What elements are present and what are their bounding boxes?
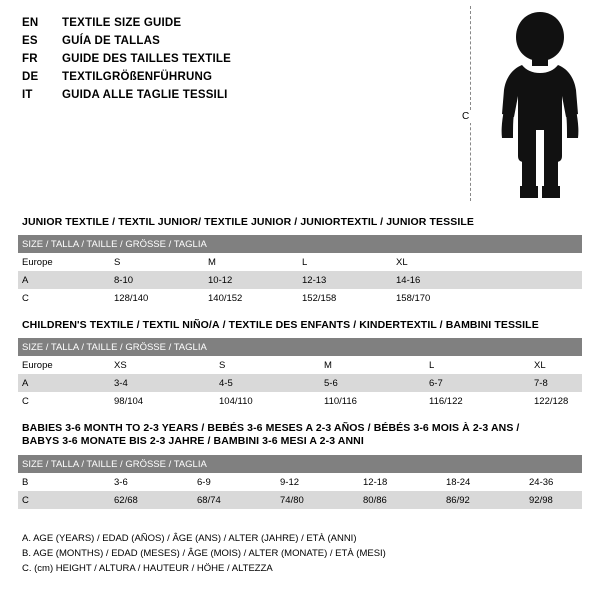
- cell: S: [215, 356, 320, 374]
- cell: 86/92: [442, 491, 525, 509]
- legend-line-a: A. AGE (YEARS) / EDAD (AÑOS) / ÂGE (ANS) / ALTER (JAHRE) / ETÀ (ANNI): [22, 533, 357, 544]
- toddler-silhouette-icon: [492, 10, 588, 202]
- cell: 4-5: [215, 374, 320, 392]
- table-header-row: [18, 455, 582, 473]
- table-row: [18, 271, 582, 289]
- table-header-label: SIZE / TALLA / TAILLE / GRÖSSE / TAGLIA: [18, 338, 582, 356]
- row-label: Europe: [18, 253, 110, 271]
- legend-line-b: B. AGE (MONTHS) / EDAD (MESES) / ÂGE (MOIS) / ALTER (MONATE) / ETÀ (MESI): [22, 548, 386, 559]
- cell: XS: [110, 356, 215, 374]
- cell: 10-12: [204, 271, 298, 289]
- language-code: EN: [22, 17, 39, 29]
- section-title-babies-line1: BABIES 3-6 MONTH TO 2-3 YEARS / BEBÉS 3-6 MESES A 2-3 AÑOS / BÉBÉS 3-6 MOIS À 2-3 ANS /: [22, 422, 520, 434]
- row-label: B: [18, 473, 110, 491]
- section-title-junior: JUNIOR TEXTILE / TEXTIL JUNIOR/ TEXTILE JUNIOR / JUNIORTEXTIL / JUNIOR TESSILE: [22, 216, 474, 228]
- language-code: DE: [22, 71, 39, 83]
- row-label: A: [18, 271, 110, 289]
- cell: 14-16: [392, 271, 582, 289]
- cell: 62/68: [110, 491, 193, 509]
- language-code: IT: [22, 89, 33, 101]
- cell: S: [110, 253, 204, 271]
- cell: 92/98: [525, 491, 582, 509]
- cell: L: [425, 356, 530, 374]
- babies-size-table: [18, 455, 582, 509]
- cell: 104/110: [215, 392, 320, 410]
- section-title-babies: [22, 422, 519, 448]
- language-title: GUIDA ALLE TAGLIE TESSILI: [62, 89, 228, 101]
- table-row: [18, 289, 582, 307]
- cell: 5-6: [320, 374, 425, 392]
- language-title: GUIDE DES TAILLES TEXTILE: [62, 53, 231, 65]
- cell: M: [320, 356, 425, 374]
- language-title: TEXTILE SIZE GUIDE: [62, 17, 182, 29]
- cell: 6-9: [193, 473, 276, 491]
- cell: 12-18: [359, 473, 442, 491]
- junior-size-table: [18, 235, 582, 307]
- language-row: [22, 68, 442, 86]
- language-code: ES: [22, 35, 38, 47]
- cell: 128/140: [110, 289, 204, 307]
- cell: 98/104: [110, 392, 215, 410]
- legend-line-c: C. (cm) HEIGHT / ALTURA / HAUTEUR / HÖHE / ALTEZZA: [22, 563, 273, 574]
- language-row: [22, 32, 442, 50]
- legend-block: [22, 531, 582, 576]
- row-label: Europe: [18, 356, 110, 374]
- language-row: [22, 14, 442, 32]
- cell: 6-7: [425, 374, 530, 392]
- language-title: TEXTILGRÖßENFÜHRUNG: [62, 71, 213, 83]
- language-title: GUÍA DE TALLAS: [62, 35, 160, 47]
- row-label: A: [18, 374, 110, 392]
- children-size-table: [18, 338, 582, 410]
- table-header-label: SIZE / TALLA / TAILLE / GRÖSSE / TAGLIA: [18, 455, 582, 473]
- cell: 116/122: [425, 392, 530, 410]
- cell: 122/128: [530, 392, 582, 410]
- cell: 24-36: [525, 473, 582, 491]
- row-label: C: [18, 491, 110, 509]
- measurement-figure: [452, 6, 592, 204]
- cell: 3-6: [110, 473, 193, 491]
- cell: 9-12: [276, 473, 359, 491]
- cell: 18-24: [442, 473, 525, 491]
- cell: 152/158: [298, 289, 392, 307]
- cell: 3-4: [110, 374, 215, 392]
- table-row: [18, 473, 582, 491]
- height-measure-label: C: [462, 111, 470, 122]
- cell: 110/116: [320, 392, 425, 410]
- cell: 74/80: [276, 491, 359, 509]
- table-header-label: SIZE / TALLA / TAILLE / GRÖSSE / TAGLIA: [18, 235, 582, 253]
- language-code: FR: [22, 53, 38, 65]
- section-title-children: CHILDREN'S TEXTILE / TEXTIL NIÑO/А / TEXTILE DES ENFANTS / KINDERTEXTIL / BAMBINI TESSILE: [22, 319, 539, 331]
- cell: M: [204, 253, 298, 271]
- language-title-block: [22, 14, 442, 104]
- table-row: [18, 356, 582, 374]
- cell: 12-13: [298, 271, 392, 289]
- cell: L: [298, 253, 392, 271]
- section-title-babies-line2: BABYS 3-6 MONATE BIS 2-3 JAHRE / BAMBINI 3-6 MESI A 2-3 ANNI: [22, 435, 364, 447]
- table-header-row: [18, 235, 582, 253]
- language-row: [22, 50, 442, 68]
- cell: 68/74: [193, 491, 276, 509]
- table-row: [18, 374, 582, 392]
- row-label: C: [18, 289, 110, 307]
- cell: 8-10: [110, 271, 204, 289]
- table-row: [18, 392, 582, 410]
- cell: 158/170: [392, 289, 582, 307]
- cell: 140/152: [204, 289, 298, 307]
- cell: 80/86: [359, 491, 442, 509]
- height-measure-line: [470, 6, 471, 201]
- cell: XL: [530, 356, 582, 374]
- table-row: [18, 253, 582, 271]
- row-label: C: [18, 392, 110, 410]
- cell: 7-8: [530, 374, 582, 392]
- table-row: [18, 491, 582, 509]
- cell: XL: [392, 253, 582, 271]
- table-header-row: [18, 338, 582, 356]
- language-row: [22, 86, 442, 104]
